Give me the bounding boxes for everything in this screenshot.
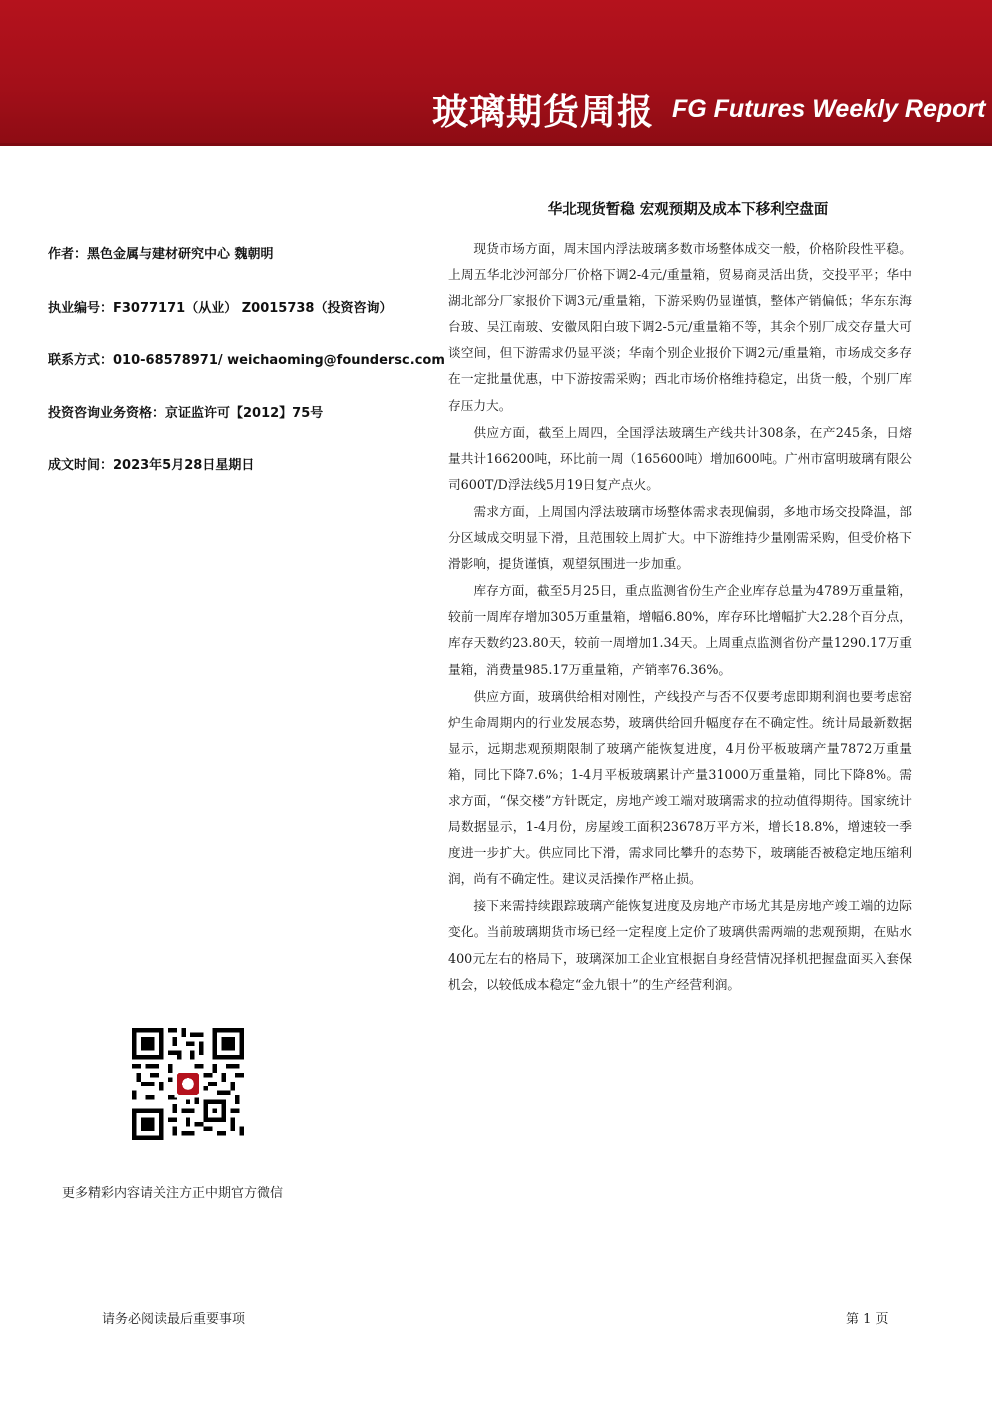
qr-caption: 更多精彩内容请关注方正中期官方微信	[62, 1186, 284, 1201]
article-body	[448, 236, 912, 999]
report-title-cn: 玻璃期货周报	[432, 92, 655, 133]
paragraph-supply: 供应方面，截至上周四，全国浮法玻璃生产线共计308条，在产245条，日熔量共计166200吨，环比前一周（165600吨）增加600吨。广州市富明玻璃有限公司600T/D浮法线5月19日复产点火。	[448, 424, 912, 492]
page-number: 第 1 页	[846, 1312, 889, 1327]
contact-info: 联系方式：010-68578971/ weichaoming@foundersc.com	[48, 353, 445, 368]
article-title: 华北现货暂稳 宏观预期及成本下移利空盘面	[547, 202, 829, 218]
paragraph-demand: 需求方面，上周国内浮法玻璃市场整体需求表现偏弱，多地市场交投降温，部分区域成交明显下滑，且范围较上周扩大。中下游维持少量刚需采购，但受价格下滑影响，提货谨慎，观望氛围进一步加重。	[448, 503, 912, 572]
report-header-banner	[0, 0, 992, 146]
footer-notice: 请务必阅读最后重要事项	[102, 1312, 246, 1327]
publish-date: 成文时间：2023年5月28日星期日	[48, 458, 255, 473]
author-line: 作者：黑色金属与建材研究中心 魏朝明	[48, 247, 274, 262]
license-number: 执业编号：F3077171（从业） Z0015738（投资咨询）	[48, 301, 393, 316]
paragraph-strategy: 接下来需持续跟踪玻璃产能恢复进度及房地产市场尤其是房地产竣工端的边际变化。当前玻璃期货市场已经一定程度上定价了玻璃供需两端的悲观预期，在贴水400元左右的格局下，玻璃深加工企业宜根据自身经营情况择机把握盘面买入套保机会，以较低成本稳定“金九银十”的生产经营利润。	[448, 898, 912, 992]
wechat-qr-code-icon[interactable]	[132, 1028, 244, 1140]
paragraph-inventory: 库存方面，截至5月25日，重点监测省份生产企业库存总量为4789万重量箱，较前一周库存增加305万重量箱，增幅6.80%，库存环比增幅扩大2.28个百分点，库存天数约23.80天，较前一周增加1.34天。上周重点监测省份产量1290.17万重量箱，消费量985.17万重量箱，产销率76.36%。	[448, 583, 912, 677]
paragraph-spot-market: 现货市场方面，周末国内浮法玻璃多数市场整体成交一般，价格阶段性平稳。上周五华北沙河部分厂价格下调2-4元/重量箱，贸易商灵活出货，交投平平；华中湖北部分厂家报价下调3元/重量箱，下游采购仍显谨慎，整体产销偏低；华东东海台玻、吴江南玻、安徽凤阳白玻下调2-5元/重量箱不等，其余个别厂成交存量大可谈空间，但下游需求仍显平淡；华南个别企业报价下调2元/重量箱，市场成交多存在一定批量优惠，中下游按需采购；西北市场价格维持稳定，出货一般，个别厂库存压力大。	[448, 241, 912, 413]
report-title-en: FG Futures Weekly Report	[672, 95, 986, 123]
paragraph-outlook: 供应方面，玻璃供给相对刚性，产线投产与否不仅要考虑即期利润也要考虑窑炉生命周期内的行业发展态势，玻璃供给回升幅度存在不确定性。统计局最新数据显示，远期悲观预期限制了玻璃产能恢复进度，4月份平板玻璃产量7872万重量箱，同比下降7.6%；1-4月平板玻璃累计产量31000万重量箱，同比下降8%。需求方面，“保交楼”方针既定，房地产竣工端对玻璃需求的拉动值得期待。国家统计局数据显示，1-4月份，房屋竣工面积23678万平方米，增长18.8%，增速较一季度进一步扩大。供应同比下滑，需求同比攀升的态势下，玻璃能否被稳定地压缩利润，尚有不确定性。建议灵活操作严格止损。	[448, 688, 912, 887]
qualification: 投资咨询业务资格：京证监许可【2012】75号	[48, 406, 324, 421]
